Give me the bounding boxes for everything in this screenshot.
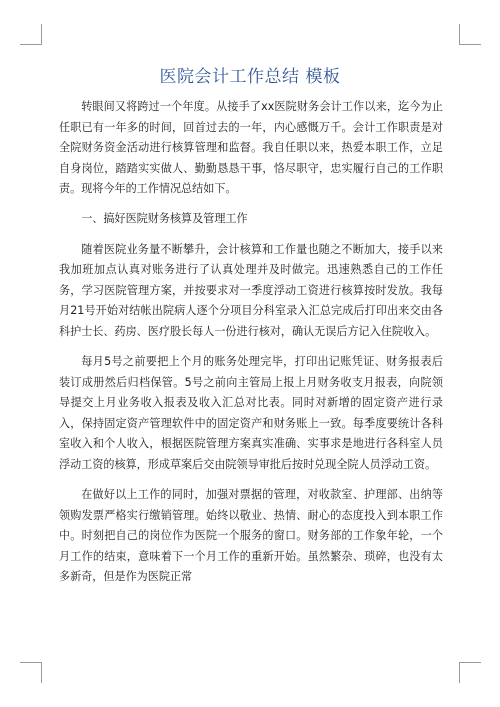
document-title: 医院会计工作总结 模板 [159, 67, 341, 87]
crop-mark-top-right-vertical [459, 24, 460, 45]
crop-mark-top-right-horizontal [459, 44, 481, 45]
paragraph-monthly: 每月5号之前要把上个月的账务处理完毕，打印出记账凭证、财务报表后装订成册然后归档保管。5号之前向主管局上报上月财务收支月报表，向院领导提交上月业务收入报表及收入汇总对比表。同时对新增的固定资产进行录入，保持固定资产管理软件中的固定资产和财务账上一致。每季度要统计各科室收入和个人收入，根据医院管理方案真实准确、实事求是地进行各科室人员浮动工资的核算，形成草案后交由院领导审批后按时兑现全院人员浮动工资。 [59, 355, 443, 471]
crop-mark-top-left-vertical [41, 24, 42, 45]
crop-mark-bottom-right-horizontal [459, 662, 481, 663]
paragraph-intro: 转眼间又将跨过一个年度。从接手了xx医院财务会计工作以来，迄今为止任职已有一年多的时间，回首过去的一年，内心感慨万千。会计工作职责是对全院财务资金活动进行核算管理和监督。我自任职以来，热爱本职工作，立足自身岗位，踏踏实实做人、勤勤恳恳干事，恪尽职守，忠实履行自己的工作职责。现将今年的工作情况总结如下。 [59, 100, 443, 196]
paragraph-accounting: 随着医院业务量不断攀升，会计核算和工作量也随之不断加大，接手以来我加班加点认真对账务进行了认真处理并及时做完。迅速熟悉自己的工作任务，学习医院管理方案，并按要求对一季度浮动工资进行核算按时发放。我每月21号开始对结帐出院病人逐个分项目分科室录入汇总完成后打印出来交由各科护士长、药房、医疗股长每人一份进行核对，确认无误后方记入住院收入。 [59, 242, 443, 338]
crop-mark-bottom-right-vertical [459, 662, 460, 683]
crop-mark-top-left-horizontal [20, 44, 42, 45]
paragraph-invoices: 在做好以上工作的同时，加强对票据的管理，对收款室、护理部、出纳等领购发票严格实行缴销管理。始终以敬业、热情、耐心的态度投入到本职工作中。时刻把自己的岗位作为医院一个服务的窗口。财务部的工作象年轮，一个月工作的结束，意味着下一个月工作的重新开始。虽然繁杂、琐碎，也没有太多新奇，但是作为医院正常 [59, 488, 443, 584]
document-body [59, 97, 443, 598]
crop-mark-bottom-left-horizontal [20, 662, 42, 663]
section-heading: 一、搞好医院财务核算及管理工作 [81, 212, 248, 226]
crop-mark-bottom-left-vertical [41, 662, 42, 683]
